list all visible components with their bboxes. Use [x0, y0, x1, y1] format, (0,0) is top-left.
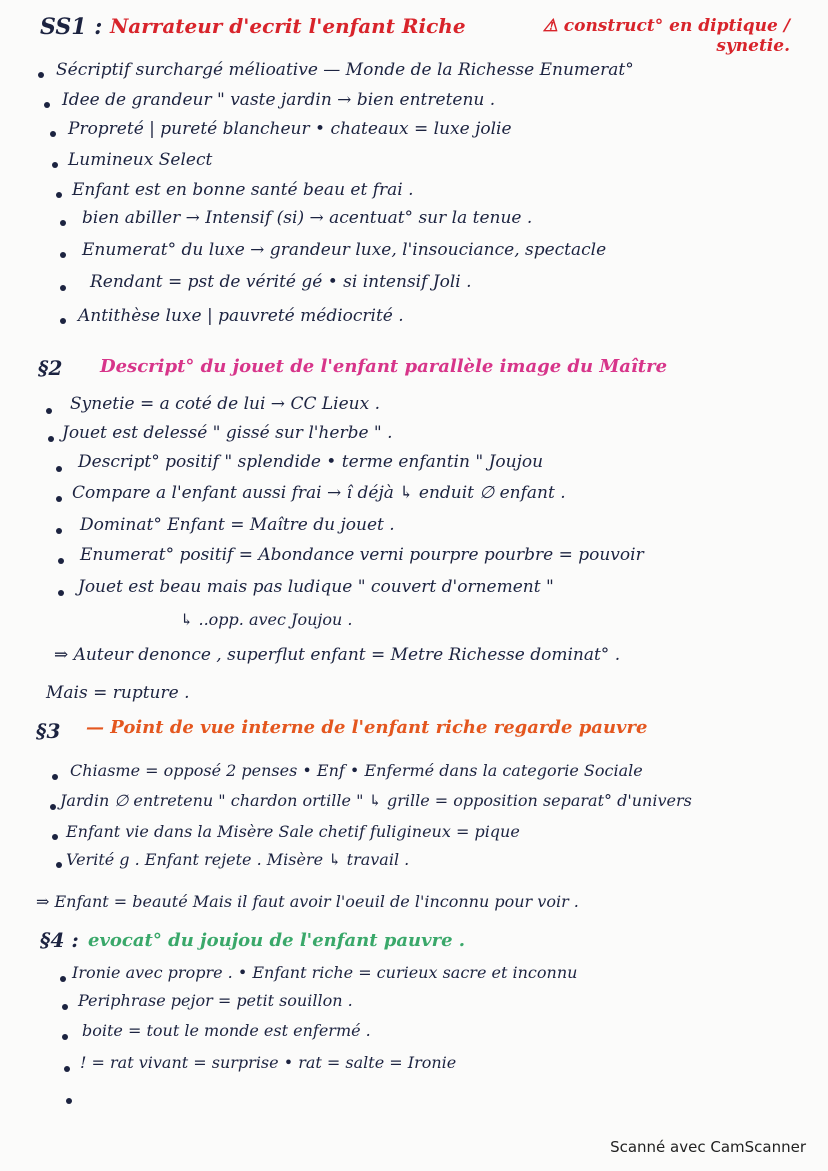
list-item: Jouet est beau mais pas ludique " couvert d'ornement ": [78, 577, 554, 597]
bullet-icon: [62, 1034, 68, 1040]
bullet-icon: [66, 1098, 72, 1104]
list-item: ! = rat vivant = surprise • rat = salte = Ironie: [80, 1053, 457, 1072]
section-3-title: — Point de vue interne de l'enfant riche regarde pauvre: [86, 717, 648, 738]
list-item: Antithèse luxe | pauvreté médiocrité .: [78, 306, 404, 326]
list-item: Descript° positif " splendide • terme enfantin " Joujou: [78, 452, 544, 472]
bullet-icon: [50, 804, 56, 810]
section-1-title: Narrateur d'ecrit l'enfant Riche: [110, 14, 466, 38]
list-subitem: ↳ ..opp. avec Joujou .: [180, 610, 353, 629]
list-item: Enumerat° positif = Abondance verni pourpre pourbre = pouvoir: [80, 545, 644, 565]
list-item: Enfant vie dans la Misère Sale chetif fuligineux = pique: [66, 822, 520, 841]
list-item: Jouet est delessé " gissé sur l'herbe " .: [62, 423, 393, 443]
section-2-number: §2: [38, 356, 63, 380]
list-item: boite = tout le monde est enfermé .: [82, 1021, 371, 1040]
list-item: Rendant = pst de vérité gé • si intensif Joli .: [90, 272, 472, 292]
bullet-icon: [50, 131, 56, 137]
bullet-icon: [58, 590, 64, 596]
bullet-icon: [60, 285, 66, 291]
list-item: Compare a l'enfant aussi frai → î déjà ↳ enduit ∅ enfant .: [72, 483, 566, 503]
bullet-icon: [58, 558, 64, 564]
list-item: Propreté | pureté blancheur • chateaux = luxe jolie: [68, 119, 512, 139]
bullet-icon: [64, 1066, 70, 1072]
list-item: Verité g . Enfant rejete . Misère ↳ travail .: [66, 850, 410, 869]
bullet-icon: [60, 220, 66, 226]
section-4-number: §4 :: [40, 928, 79, 952]
section-1-note: ⚠ construct° en diptique / synetie.: [542, 16, 790, 56]
bullet-icon: [52, 162, 58, 168]
bullet-icon: [62, 1004, 68, 1010]
conclusion-line: ⇒ Auteur denonce , superflut enfant = Metre Richesse dominat° .: [54, 645, 621, 665]
list-item: Ironie avec propre . • Enfant riche = curieux sacre et inconnu: [72, 963, 578, 982]
section-1-number: SS1 :: [40, 14, 103, 40]
list-item: Jardin ∅ entretenu " chardon ortille " ↳ grille = opposition separat° d'univers: [60, 791, 692, 810]
conclusion-line: ⇒ Enfant = beauté Mais il faut avoir l'oeuil de l'inconnu pour voir .: [36, 892, 579, 911]
bullet-icon: [52, 774, 58, 780]
bullet-icon: [56, 466, 62, 472]
bullet-icon: [52, 834, 58, 840]
bullet-icon: [38, 72, 44, 78]
list-item: Idee de grandeur " vaste jardin → bien entretenu .: [62, 90, 496, 110]
section-3-number: §3: [36, 719, 61, 743]
list-item: Periphrase pejor = petit souillon .: [78, 991, 353, 1010]
bullet-icon: [44, 102, 50, 108]
scanner-watermark: Scanné avec CamScanner: [610, 1138, 806, 1156]
list-item: bien abiller → Intensif (si) → acentuat° sur la tenue .: [82, 208, 533, 228]
list-item: Chiasme = opposé 2 penses • Enf • Enfermé dans la categorie Sociale: [70, 761, 643, 780]
list-item: Dominat° Enfant = Maître du jouet .: [80, 515, 395, 535]
bullet-icon: [46, 408, 52, 414]
list-item: Mais = rupture .: [46, 683, 190, 703]
bullet-icon: [48, 436, 54, 442]
section-4-title: evocat° du joujou de l'enfant pauvre .: [88, 930, 466, 951]
list-item: Synetie = a coté de lui → CC Lieux .: [70, 394, 381, 414]
list-item: Enumerat° du luxe → grandeur luxe, l'insouciance, spectacle: [82, 240, 607, 260]
bullet-icon: [60, 976, 66, 982]
bullet-icon: [60, 252, 66, 258]
bullet-icon: [56, 862, 62, 868]
bullet-icon: [56, 192, 62, 198]
list-item: Sécriptif surchargé mélioative — Monde de la Richesse Enumerat°: [56, 60, 634, 80]
list-item: Enfant est en bonne santé beau et frai .: [72, 180, 414, 200]
list-item: Lumineux Select: [68, 150, 213, 170]
bullet-icon: [60, 318, 66, 324]
bullet-icon: [56, 496, 62, 502]
section-2-title: Descript° du jouet de l'enfant parallèle image du Maître: [100, 356, 668, 377]
bullet-icon: [56, 528, 62, 534]
